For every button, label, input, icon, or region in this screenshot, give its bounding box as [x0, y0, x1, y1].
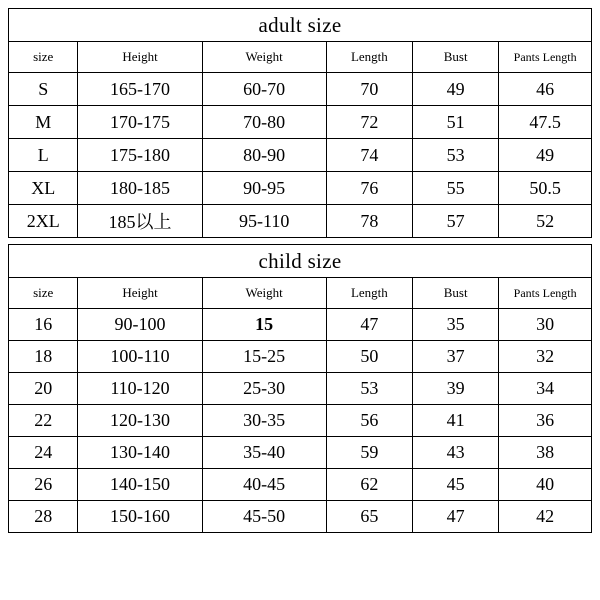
cell-weight: 15-25 — [202, 341, 326, 373]
table-row — [9, 469, 592, 501]
cell-weight: 15 — [202, 309, 326, 341]
cell-size: 22 — [9, 405, 78, 437]
cell-bust: 51 — [413, 106, 499, 139]
cell-weight: 60-70 — [202, 73, 326, 106]
column-header-length: Length — [326, 278, 412, 309]
cell-pants-length: 34 — [499, 373, 592, 405]
cell-length: 53 — [326, 373, 412, 405]
table-row — [9, 341, 592, 373]
cell-pants-length: 47.5 — [499, 106, 592, 139]
cell-height: 120-130 — [78, 405, 202, 437]
cell-pants-length: 46 — [499, 73, 592, 106]
cell-size: 20 — [9, 373, 78, 405]
table-row — [9, 405, 592, 437]
cell-bust: 47 — [413, 501, 499, 533]
cell-height: 175-180 — [78, 139, 202, 172]
cell-pants-length: 32 — [499, 341, 592, 373]
table-row — [9, 139, 592, 172]
cell-pants-length: 52 — [499, 205, 592, 238]
column-header-size: size — [9, 42, 78, 73]
cell-size: 2XL — [9, 205, 78, 238]
cell-length: 70 — [326, 73, 412, 106]
table-row — [9, 205, 592, 238]
cell-size: 28 — [9, 501, 78, 533]
table-header-row — [9, 278, 592, 309]
table-row — [9, 437, 592, 469]
cell-size: 24 — [9, 437, 78, 469]
column-header-pants-length: Pants Length — [499, 278, 592, 309]
cell-bust: 41 — [413, 405, 499, 437]
column-header-weight: Weight — [202, 278, 326, 309]
column-header-size: size — [9, 278, 78, 309]
cell-height: 165-170 — [78, 73, 202, 106]
child-table-title: child size — [9, 245, 592, 278]
cell-pants-length: 40 — [499, 469, 592, 501]
cell-pants-length: 38 — [499, 437, 592, 469]
cell-height: 180-185 — [78, 172, 202, 205]
cell-size: XL — [9, 172, 78, 205]
cell-height: 100-110 — [78, 341, 202, 373]
cell-height: 110-120 — [78, 373, 202, 405]
cell-size: 18 — [9, 341, 78, 373]
cell-length: 59 — [326, 437, 412, 469]
cell-bust: 49 — [413, 73, 499, 106]
cell-bust: 43 — [413, 437, 499, 469]
cell-length: 74 — [326, 139, 412, 172]
cell-weight: 70-80 — [202, 106, 326, 139]
table-row — [9, 73, 592, 106]
table-header-row — [9, 42, 592, 73]
cell-height: 185以上 — [78, 205, 202, 238]
cell-height: 90-100 — [78, 309, 202, 341]
cell-weight: 30-35 — [202, 405, 326, 437]
table-title-row — [9, 9, 592, 42]
cell-length: 56 — [326, 405, 412, 437]
child-size-table — [8, 244, 592, 533]
table-row — [9, 106, 592, 139]
cell-size: 16 — [9, 309, 78, 341]
cell-bust: 45 — [413, 469, 499, 501]
cell-size: S — [9, 73, 78, 106]
cell-weight: 35-40 — [202, 437, 326, 469]
cell-length: 62 — [326, 469, 412, 501]
table-row — [9, 172, 592, 205]
column-header-bust: Bust — [413, 278, 499, 309]
cell-length: 50 — [326, 341, 412, 373]
table-row — [9, 373, 592, 405]
cell-weight: 45-50 — [202, 501, 326, 533]
column-header-bust: Bust — [413, 42, 499, 73]
column-header-weight: Weight — [202, 42, 326, 73]
cell-weight: 40-45 — [202, 469, 326, 501]
cell-length: 47 — [326, 309, 412, 341]
cell-weight: 25-30 — [202, 373, 326, 405]
cell-pants-length: 30 — [499, 309, 592, 341]
cell-length: 72 — [326, 106, 412, 139]
cell-bust: 55 — [413, 172, 499, 205]
cell-bust: 39 — [413, 373, 499, 405]
cell-bust: 37 — [413, 341, 499, 373]
table-title-row — [9, 245, 592, 278]
cell-length: 76 — [326, 172, 412, 205]
cell-height: 130-140 — [78, 437, 202, 469]
cell-weight: 80-90 — [202, 139, 326, 172]
cell-height: 150-160 — [78, 501, 202, 533]
cell-weight: 95-110 — [202, 205, 326, 238]
cell-pants-length: 50.5 — [499, 172, 592, 205]
cell-length: 78 — [326, 205, 412, 238]
cell-size: M — [9, 106, 78, 139]
table-row — [9, 309, 592, 341]
cell-height: 140-150 — [78, 469, 202, 501]
cell-size: L — [9, 139, 78, 172]
column-header-height: Height — [78, 278, 202, 309]
table-row — [9, 501, 592, 533]
column-header-pants-length: Pants Length — [499, 42, 592, 73]
cell-size: 26 — [9, 469, 78, 501]
column-header-height: Height — [78, 42, 202, 73]
cell-bust: 57 — [413, 205, 499, 238]
column-header-length: Length — [326, 42, 412, 73]
adult-size-table — [8, 8, 592, 238]
cell-bust: 35 — [413, 309, 499, 341]
cell-bust: 53 — [413, 139, 499, 172]
cell-pants-length: 49 — [499, 139, 592, 172]
cell-length: 65 — [326, 501, 412, 533]
cell-pants-length: 36 — [499, 405, 592, 437]
cell-weight: 90-95 — [202, 172, 326, 205]
cell-pants-length: 42 — [499, 501, 592, 533]
cell-height: 170-175 — [78, 106, 202, 139]
adult-table-title: adult size — [9, 9, 592, 42]
